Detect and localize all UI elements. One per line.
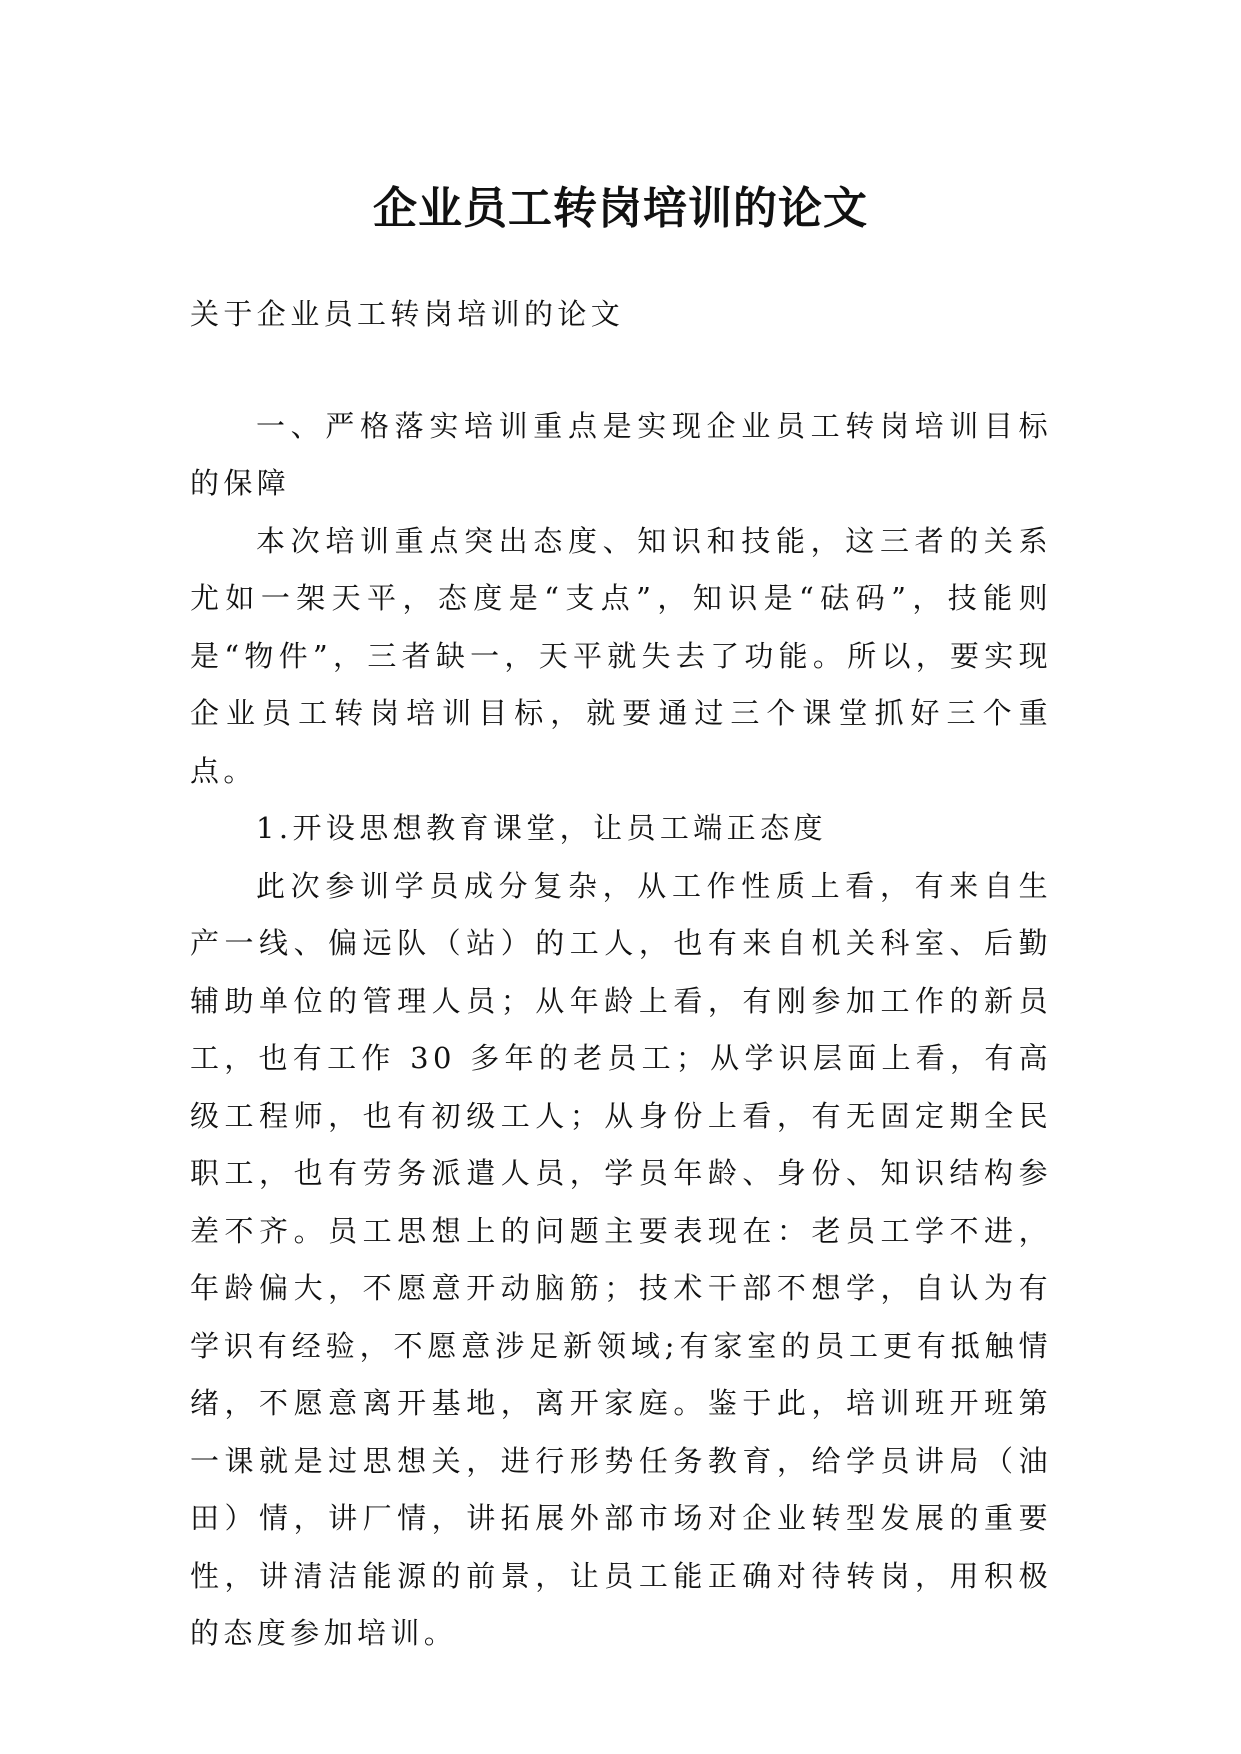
- document-body: [190, 286, 1052, 1663]
- document-title: 企业员工转岗培训的论文: [373, 183, 868, 235]
- subsection-heading: 1.开设思想教育课堂，让员工端正态度: [256, 811, 827, 845]
- body-paragraph: 本次培训重点突出态度、知识和技能，这三者的关系尤如一架天平，态度是“支点”，知识是“砝码”，技能则是“物件”，三者缺一，天平就失去了功能。所以，要实现企业员工转岗培训目标，就要通过三个课堂抓好三个重点。: [190, 523, 1052, 788]
- body-paragraph: 此次参训学员成分复杂，从工作性质上看，有来自生产一线、偏远队（站）的工人，也有来自机关科室、后勤辅助单位的管理人员；从年龄上看，有刚参加工作的新员工，也有工作 30 多年的老员工；从学识层面上看，有高级工程师，也有初级工人；从身份上看，有无固定期全民职工，也有劳务派遣人员，学员年龄、身份、知识结构参差不齐。员工思想上的问题主要表现在：老员工学不进，年龄偏大，不愿意开动脑筋；技术干部不想学，自认为有学识有经验，不愿意涉足新领域;有家室的员工更有抵触情绪，不愿意离开基地，离开家庭。鉴于此，培训班开班第一课就是过思想关，进行形势任务教育，给学员讲局（油田）情，讲厂情，讲拓展外部市场对企业转型发展的重要性，讲清洁能源的前景，让员工能正确对待转岗，用积极的态度参加培训。: [190, 868, 1052, 1650]
- document-subtitle: 关于企业员工转岗培训的论文: [190, 297, 625, 331]
- section-heading: 一、严格落实培训重点是实现企业员工转岗培训目标的保障: [190, 408, 1052, 500]
